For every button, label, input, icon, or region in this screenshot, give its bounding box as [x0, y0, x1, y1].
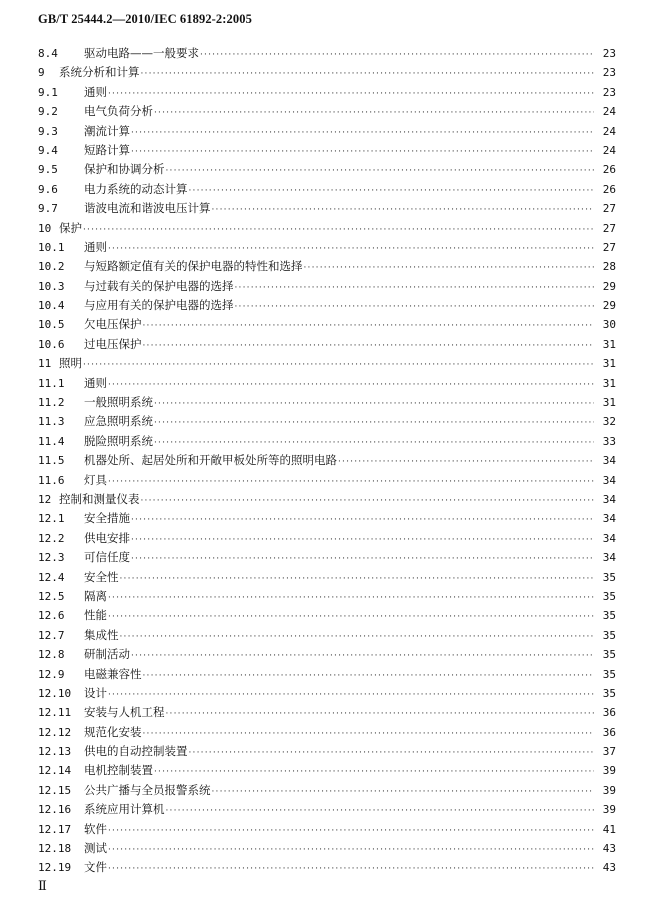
- dot-leader: [131, 511, 594, 528]
- toc-entry-title: 通则: [84, 375, 107, 390]
- toc-entry[interactable]: [38, 219, 616, 238]
- toc-entry-title: 欠电压保护: [84, 317, 142, 332]
- toc-entry[interactable]: [38, 626, 616, 645]
- toc-entry-title: 集成性: [84, 627, 119, 642]
- toc-entry-body: [84, 335, 616, 354]
- toc-entry[interactable]: [38, 63, 616, 82]
- toc-entry-body: [84, 529, 616, 548]
- dot-leader: [108, 608, 594, 625]
- dot-leader: [108, 822, 594, 839]
- toc-entry-title: 电机控制装置: [84, 763, 153, 778]
- toc-entry-body: [84, 509, 616, 528]
- dot-leader: [131, 124, 594, 141]
- toc-entry-body: [84, 781, 616, 800]
- toc-entry-title: 系统分析和计算: [59, 65, 140, 80]
- toc-entry-body: [84, 277, 616, 296]
- toc-entry-body: [59, 490, 616, 509]
- toc-entry-title: 一般照明系统: [84, 395, 153, 410]
- toc-entry-number: 11.4: [38, 434, 65, 448]
- toc-entry-page: 35: [602, 648, 616, 662]
- toc-entry[interactable]: [38, 141, 616, 160]
- dot-leader: [338, 453, 594, 470]
- toc-entry-body: [84, 471, 616, 490]
- dot-leader: [131, 143, 594, 160]
- toc-entry-body: [84, 761, 616, 780]
- toc-entry-title: 文件: [84, 860, 107, 875]
- toc-entry-number: 12.10: [38, 686, 72, 700]
- toc-entry-body: [84, 83, 616, 102]
- toc-entry-body: [84, 606, 616, 625]
- dot-leader: [83, 356, 594, 373]
- toc-entry-title: 可信任度: [84, 550, 130, 565]
- toc-entry-page: 24: [602, 105, 616, 119]
- toc-entry-title: 应急照明系统: [84, 414, 153, 429]
- toc-entry-number: 12.9: [38, 667, 65, 681]
- toc-entry-title: 灯具: [84, 472, 107, 487]
- toc-entry-title: 电力系统的动态计算: [84, 181, 188, 196]
- dot-leader: [304, 259, 595, 276]
- toc-entry-number: 12.11: [38, 706, 72, 720]
- toc-entry-number: 10.6: [38, 337, 65, 351]
- dot-leader: [143, 667, 595, 684]
- toc-entry-page: 35: [602, 609, 616, 623]
- toc-entry-body: [84, 315, 616, 334]
- toc-entry-page: 35: [602, 628, 616, 642]
- toc-entry-title: 与短路额定值有关的保护电器的特性和选择: [84, 259, 303, 274]
- toc-entry-page: 31: [602, 357, 616, 371]
- page-number: Ⅱ: [38, 878, 47, 893]
- toc-entry-page: 34: [602, 531, 616, 545]
- toc-entry-page: 34: [602, 473, 616, 487]
- toc-entry[interactable]: [38, 315, 616, 334]
- toc-entry-number: 12.18: [38, 842, 72, 856]
- dot-leader: [235, 279, 595, 296]
- toc-entry-body: [84, 44, 616, 63]
- dot-leader: [108, 376, 594, 393]
- toc-entry-title: 脱险照明系统: [84, 433, 153, 448]
- toc-entry-page: 23: [602, 85, 616, 99]
- dot-leader: [108, 240, 594, 257]
- dot-leader: [141, 65, 595, 82]
- toc-entry-page: 27: [602, 240, 616, 254]
- dot-leader: [235, 298, 595, 315]
- toc-entry-page: 43: [602, 842, 616, 856]
- toc-entry-body: [84, 820, 616, 839]
- toc-entry-page: 34: [602, 492, 616, 506]
- toc-entry-body: [84, 141, 616, 160]
- toc-entry[interactable]: [38, 781, 616, 800]
- toc-entry[interactable]: [38, 83, 616, 102]
- dot-leader: [141, 492, 595, 509]
- toc-entry-number: 11: [38, 357, 52, 371]
- toc-entry-page: 26: [602, 163, 616, 177]
- toc-entry-body: [84, 703, 616, 722]
- toc-entry-page: 41: [602, 822, 616, 836]
- toc-entry-number: 8.4: [38, 47, 58, 60]
- toc-entry-title: 机器处所、起居处所和开敞甲板处所等的照明电路: [84, 453, 337, 468]
- toc-entry-page: 35: [602, 570, 616, 584]
- toc-entry-body: [84, 374, 616, 393]
- toc-entry-page: 36: [602, 706, 616, 720]
- toc-entry-number: 11.3: [38, 415, 65, 429]
- toc-entry-title: 隔离: [84, 588, 107, 603]
- toc-entry[interactable]: [38, 102, 616, 121]
- toc-entry-number: 12.19: [38, 861, 72, 875]
- toc-entry-title: 短路计算: [84, 142, 130, 157]
- toc-entry-number: 9.1: [38, 85, 58, 99]
- dot-leader: [143, 317, 595, 334]
- toc-entry-title: 照明: [59, 356, 82, 371]
- toc-entry[interactable]: [38, 393, 616, 412]
- dot-leader: [120, 570, 595, 587]
- toc-entry[interactable]: [38, 606, 616, 625]
- toc-entry-body: [84, 199, 616, 218]
- toc-entry-page: 23: [602, 47, 616, 60]
- toc-entry[interactable]: [38, 335, 616, 354]
- toc-entry-page: 23: [602, 66, 616, 80]
- toc-entry-title: 通则: [84, 239, 107, 254]
- toc-entry-page: 35: [602, 589, 616, 603]
- toc-entry-title: 保护: [59, 220, 82, 235]
- toc-entry-number: 12.12: [38, 725, 72, 739]
- toc-entry-number: 10.1: [38, 240, 65, 254]
- toc-entry-number: 9.6: [38, 182, 58, 196]
- dot-leader: [120, 628, 595, 645]
- toc-entry-number: 11.5: [38, 454, 65, 468]
- toc-entry-body: [84, 451, 616, 470]
- toc-entry-title: 与应用有关的保护电器的选择: [84, 298, 234, 313]
- toc-entry[interactable]: [38, 665, 616, 684]
- document-header: GB/T 25444.2—2010/IEC 61892-2:2005: [38, 12, 252, 26]
- toc-entry-page: 28: [602, 260, 616, 274]
- toc-entry-page: 35: [602, 686, 616, 700]
- dot-leader: [108, 85, 594, 102]
- toc-entry-page: 27: [602, 202, 616, 216]
- toc-entry-number: 9.3: [38, 124, 58, 138]
- toc-entry[interactable]: [38, 257, 616, 276]
- dot-leader: [166, 802, 595, 819]
- toc-entry[interactable]: [38, 296, 616, 315]
- toc-entry-title: 研制活动: [84, 647, 130, 662]
- toc-entry[interactable]: [38, 684, 616, 703]
- dot-leader: [131, 647, 594, 664]
- toc-entry-body: [84, 548, 616, 567]
- dot-leader: [108, 860, 594, 877]
- toc-entry-number: 9: [38, 66, 45, 80]
- toc-entry[interactable]: [38, 703, 616, 722]
- toc-entry[interactable]: [38, 199, 616, 218]
- toc-entry[interactable]: [38, 548, 616, 567]
- toc-entry-page: 26: [602, 182, 616, 196]
- toc-entry[interactable]: [38, 820, 616, 839]
- toc-entry-page: 31: [602, 337, 616, 351]
- toc-entry-body: [84, 723, 616, 742]
- toc-entry-body: [59, 354, 616, 373]
- toc-entry-body: [84, 742, 616, 761]
- toc-entry-body: [59, 63, 616, 82]
- toc-entry-number: 10.2: [38, 260, 65, 274]
- dot-leader: [143, 725, 595, 742]
- toc-entry[interactable]: [38, 451, 616, 470]
- toc-entry-title: 驱动电路——一般要求: [84, 46, 199, 60]
- dot-leader: [154, 414, 594, 431]
- toc-entry[interactable]: [38, 490, 616, 509]
- dot-leader: [166, 705, 595, 722]
- toc-entry-number: 12.4: [38, 570, 65, 584]
- toc-entry[interactable]: [38, 742, 616, 761]
- toc-entry-title: 规范化安装: [84, 724, 142, 739]
- toc-entry-number: 12.8: [38, 648, 65, 662]
- toc-entry-number: 12.17: [38, 822, 72, 836]
- toc-entry[interactable]: [38, 238, 616, 257]
- toc-entry-page: 43: [602, 861, 616, 875]
- toc-entry[interactable]: [38, 160, 616, 179]
- toc-entry-title: 供电的自动控制装置: [84, 744, 188, 759]
- dot-leader: [212, 201, 595, 218]
- toc-entry[interactable]: [38, 277, 616, 296]
- toc-entry-number: 12.5: [38, 589, 65, 603]
- table-of-contents: [38, 44, 616, 878]
- toc-entry-page: 34: [602, 551, 616, 565]
- dot-leader: [189, 744, 595, 761]
- toc-entry[interactable]: [38, 471, 616, 490]
- toc-entry[interactable]: [38, 800, 616, 819]
- toc-entry-body: [84, 800, 616, 819]
- toc-entry-body: [84, 587, 616, 606]
- dot-leader: [154, 434, 594, 451]
- toc-entry-page: 24: [602, 124, 616, 138]
- toc-entry-body: [84, 432, 616, 451]
- toc-entry[interactable]: [38, 412, 616, 431]
- toc-entry-number: 12.2: [38, 531, 65, 545]
- toc-entry[interactable]: [38, 761, 616, 780]
- toc-entry-page: 34: [602, 454, 616, 468]
- toc-entry-page: 29: [602, 279, 616, 293]
- toc-entry-number: 9.4: [38, 143, 58, 157]
- toc-entry-number: 12: [38, 492, 52, 506]
- toc-entry-title: 安全措施: [84, 511, 130, 526]
- dot-leader: [108, 473, 594, 490]
- toc-entry-page: 31: [602, 396, 616, 410]
- toc-entry-title: 性能: [84, 608, 107, 623]
- toc-entry-number: 10.3: [38, 279, 65, 293]
- dot-leader: [131, 550, 594, 567]
- toc-entry-number: 12.14: [38, 764, 72, 778]
- toc-entry-title: 安装与人机工程: [84, 705, 165, 720]
- toc-entry-title: 设计: [84, 685, 107, 700]
- dot-leader: [131, 531, 594, 548]
- toc-entry-number: 12.3: [38, 551, 65, 565]
- toc-entry-body: [84, 122, 616, 141]
- toc-entry-page: 39: [602, 783, 616, 797]
- toc-entry-page: 34: [602, 512, 616, 526]
- toc-entry[interactable]: [38, 509, 616, 528]
- dot-leader: [108, 589, 594, 606]
- toc-entry-number: 10: [38, 221, 52, 235]
- toc-entry-body: [84, 238, 616, 257]
- toc-entry-body: [84, 645, 616, 664]
- toc-entry[interactable]: [38, 432, 616, 451]
- dot-leader: [200, 46, 594, 63]
- toc-entry-body: [84, 839, 616, 858]
- toc-entry-body: [84, 257, 616, 276]
- toc-entry-number: 12.1: [38, 512, 65, 526]
- toc-entry-page: 39: [602, 764, 616, 778]
- toc-entry-number: 12.7: [38, 628, 65, 642]
- toc-entry-page: 39: [602, 803, 616, 817]
- toc-entry-body: [59, 219, 616, 238]
- dot-leader: [108, 686, 594, 703]
- toc-entry-number: 10.4: [38, 299, 65, 313]
- toc-entry[interactable]: [38, 839, 616, 858]
- toc-entry-title: 保护和协调分析: [84, 162, 165, 177]
- toc-entry-number: 9.7: [38, 202, 58, 216]
- dot-leader: [189, 182, 595, 199]
- toc-entry-body: [84, 296, 616, 315]
- toc-entry-body: [84, 160, 616, 179]
- dot-leader: [154, 763, 594, 780]
- dot-leader: [166, 162, 595, 179]
- toc-entry[interactable]: [38, 645, 616, 664]
- toc-entry-body: [84, 665, 616, 684]
- toc-entry-title: 电气负荷分析: [84, 104, 153, 119]
- toc-entry-body: [84, 626, 616, 645]
- toc-entry-page: 32: [602, 415, 616, 429]
- toc-entry-title: 安全性: [84, 569, 119, 584]
- toc-entry-page: 30: [602, 318, 616, 332]
- toc-entry-page: 36: [602, 725, 616, 739]
- toc-entry-number: 11.6: [38, 473, 65, 487]
- toc-entry-page: 37: [602, 745, 616, 759]
- toc-entry-number: 11.1: [38, 376, 65, 390]
- toc-entry[interactable]: [38, 354, 616, 373]
- toc-entry-body: [84, 102, 616, 121]
- toc-entry[interactable]: [38, 374, 616, 393]
- toc-entry-title: 软件: [84, 821, 107, 836]
- toc-entry-number: 9.5: [38, 163, 58, 177]
- toc-entry-page: 35: [602, 667, 616, 681]
- dot-leader: [154, 395, 594, 412]
- toc-entry[interactable]: [38, 568, 616, 587]
- toc-entry-number: 12.15: [38, 783, 72, 797]
- toc-entry-number: 12.6: [38, 609, 65, 623]
- toc-entry-body: [84, 393, 616, 412]
- toc-entry-body: [84, 684, 616, 703]
- toc-entry-page: 24: [602, 143, 616, 157]
- toc-entry-title: 测试: [84, 841, 107, 856]
- toc-entry-number: 12.13: [38, 745, 72, 759]
- toc-entry[interactable]: [38, 44, 616, 63]
- toc-entry-title: 公共广播与全员报警系统: [84, 782, 211, 797]
- toc-entry-title: 与过载有关的保护电器的选择: [84, 278, 234, 293]
- toc-entry-number: 9.2: [38, 105, 58, 119]
- toc-entry[interactable]: [38, 858, 616, 877]
- toc-entry-title: 通则: [84, 84, 107, 99]
- toc-entry-number: 11.2: [38, 396, 65, 410]
- toc-entry-page: 33: [602, 434, 616, 448]
- toc-entry-title: 过电压保护: [84, 336, 142, 351]
- toc-entry-page: 31: [602, 376, 616, 390]
- toc-entry-body: [84, 568, 616, 587]
- toc-entry-body: [84, 412, 616, 431]
- toc-entry-title: 电磁兼容性: [84, 666, 142, 681]
- toc-entry-page: 27: [602, 221, 616, 235]
- toc-entry-number: 12.16: [38, 803, 72, 817]
- toc-entry-number: 10.5: [38, 318, 65, 332]
- toc-entry-title: 谐波电流和谐波电压计算: [84, 201, 211, 216]
- dot-leader: [154, 104, 594, 121]
- toc-entry-body: [84, 180, 616, 199]
- toc-entry[interactable]: [38, 122, 616, 141]
- dot-leader: [143, 337, 595, 354]
- toc-entry-body: [84, 858, 616, 877]
- toc-entry[interactable]: [38, 723, 616, 742]
- dot-leader: [108, 841, 594, 858]
- toc-entry[interactable]: [38, 180, 616, 199]
- toc-entry-title: 控制和测量仪表: [59, 491, 140, 506]
- toc-entry-title: 潮流计算: [84, 123, 130, 138]
- toc-entry[interactable]: [38, 587, 616, 606]
- dot-leader: [83, 221, 594, 238]
- toc-entry-title: 供电安排: [84, 530, 130, 545]
- toc-entry[interactable]: [38, 529, 616, 548]
- toc-entry-title: 系统应用计算机: [84, 802, 165, 817]
- toc-entry-page: 29: [602, 299, 616, 313]
- dot-leader: [212, 783, 595, 800]
